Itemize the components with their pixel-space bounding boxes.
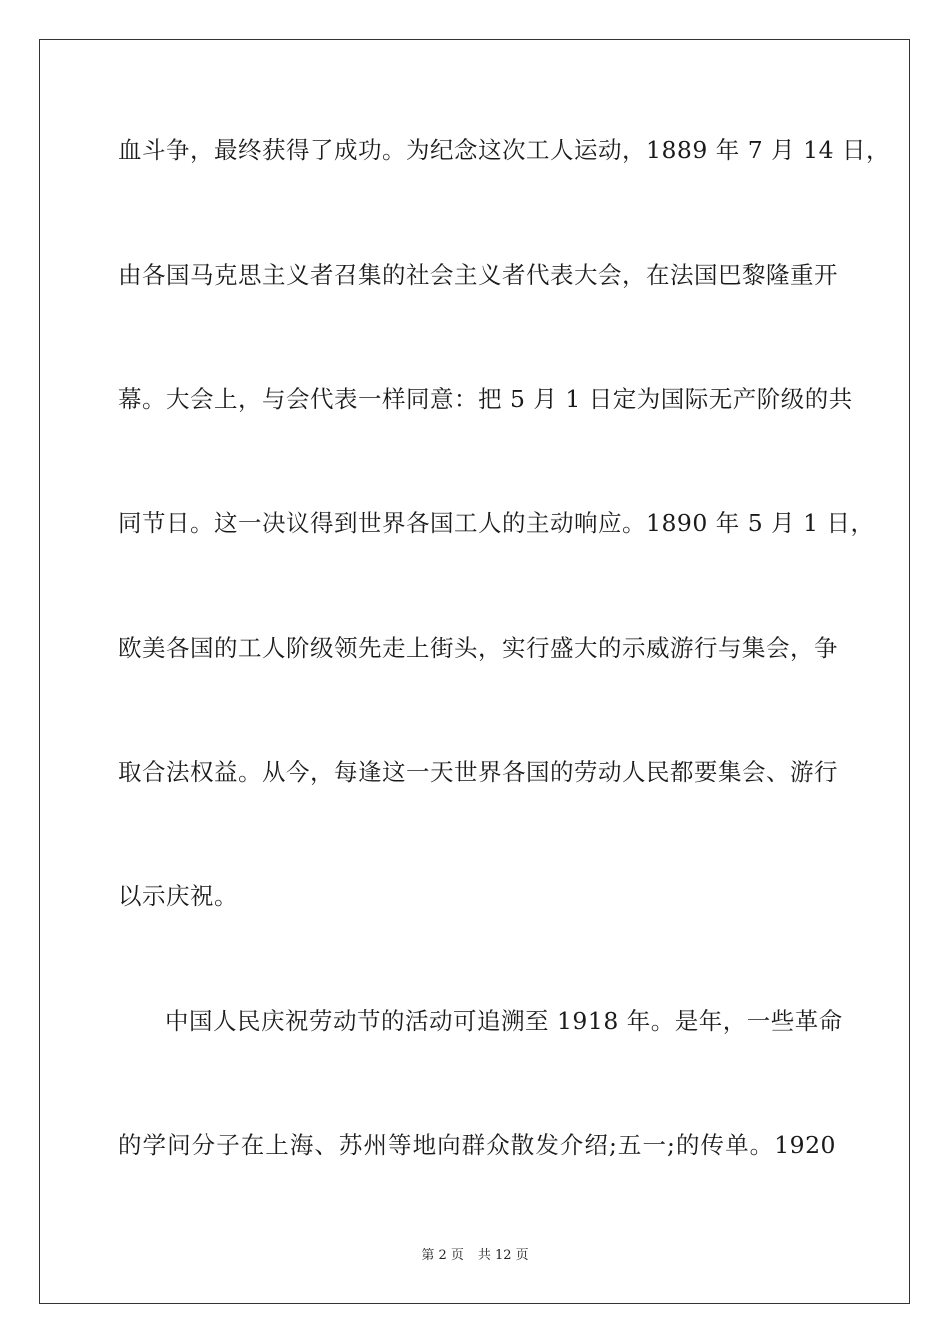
text-line-paragraph-start: 中国人民庆祝劳动节的活动可追溯至 1918 年。是年，一些革命	[165, 1007, 843, 1035]
page-number: 第 2 页	[421, 1248, 464, 1263]
text-line: 欧美各国的工人阶级领先走上街头，实行盛大的示威游行与集会，争	[118, 634, 838, 662]
text-line: 幕。大会上，与会代表一样同意：把 5 月 1 日定为国际无产阶级的共	[118, 385, 853, 413]
text-line: 血斗争，最终获得了成功。为纪念这次工人运动，1889 年 7 月 14 日，	[118, 136, 891, 164]
page-footer	[0, 1247, 950, 1265]
text-line: 由各国马克思主义者召集的社会主义者代表大会，在法国巴黎隆重开	[118, 261, 838, 289]
text-line: 取合法权益。从今，每逢这一天世界各国的劳动人民都要集会、游行	[118, 758, 838, 786]
text-line: 的学问分子在上海、苏州等地向群众散发介绍;五一;的传单。1920	[118, 1131, 836, 1159]
page-border	[39, 39, 910, 1304]
text-line: 同节日。这一决议得到世界各国工人的主动响应。1890 年 5 月 1 日，	[118, 509, 875, 537]
total-pages: 共 12 页	[477, 1248, 529, 1263]
text-line-paragraph-end: 以示庆祝。	[118, 882, 238, 910]
